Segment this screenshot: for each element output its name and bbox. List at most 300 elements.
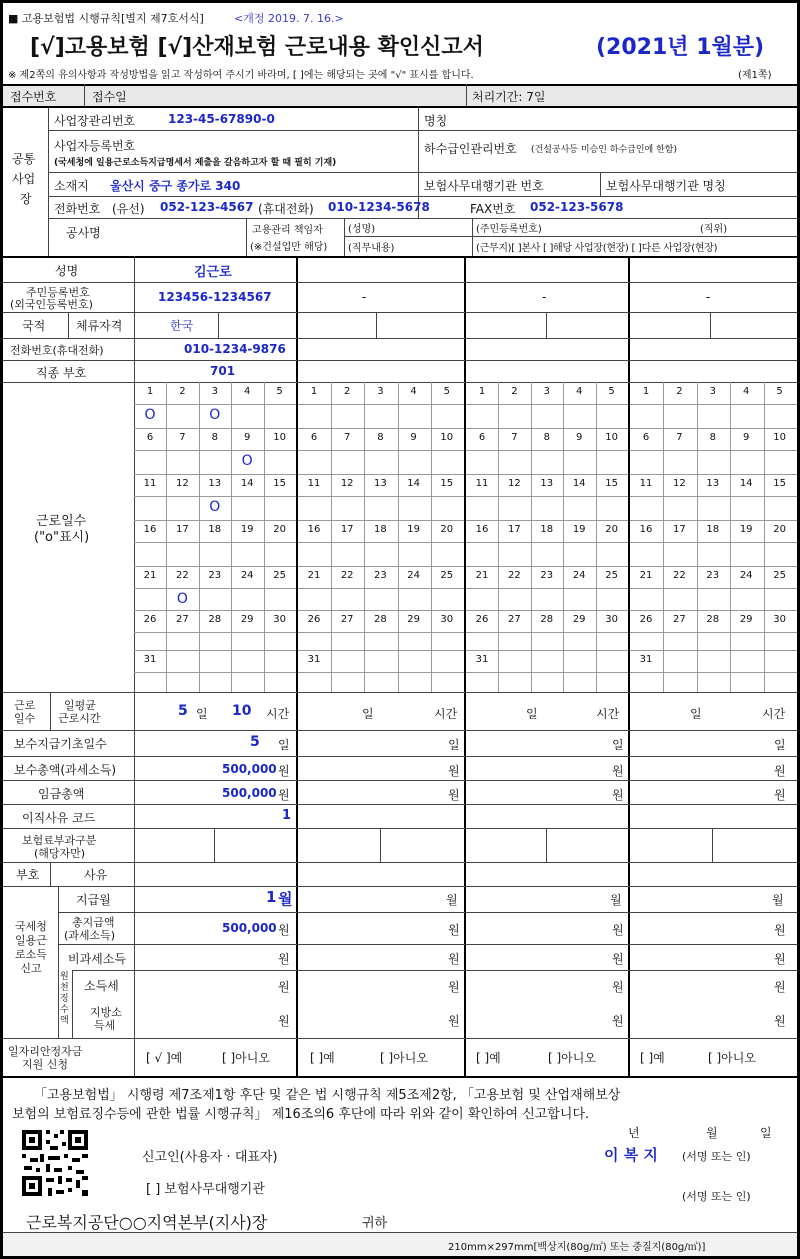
- manager-name-label: (성명): [348, 224, 376, 235]
- manager-workplace-options[interactable]: (근무지)[ ]본사 [ ]해당 사업장(현장) [ ]다른 사업장(현장): [476, 243, 718, 254]
- calendar-day-number: 27: [176, 614, 189, 625]
- tax-section-label: 국세청 일용근로소득 신고: [15, 920, 47, 975]
- calendar-day-number: 26: [475, 614, 489, 625]
- calendar-gridline: [630, 672, 797, 673]
- form-reference: ■ 고용보험법 시행규칙[별지 제7호서식]: [8, 12, 204, 25]
- calendar-day-number: 2: [676, 386, 683, 397]
- worker3-nontax-unit: 원: [612, 952, 624, 966]
- calendar-day-number: 18: [374, 524, 387, 535]
- worker3-stability-no[interactable]: [ ]아니오: [548, 1051, 596, 1065]
- calendar-day-number: 6: [146, 432, 154, 443]
- worker3-wage-total-unit: 원: [612, 788, 624, 802]
- worker1-nontax-unit: 원: [278, 952, 290, 966]
- calendar-day-number: 21: [307, 570, 321, 581]
- calendar-gridline: [264, 382, 265, 692]
- worker4-total-pay-unit: 원: [774, 764, 786, 778]
- calendar-gridline: [431, 382, 432, 692]
- worker3-pay-days-unit: 일: [612, 738, 624, 752]
- worker2-days-unit: 일: [362, 707, 374, 721]
- worker2-stability-no[interactable]: [ ]아니오: [380, 1051, 428, 1065]
- worker1-quit-code[interactable]: 1: [282, 808, 292, 823]
- worker1-pay-month-unit: 월: [278, 890, 293, 908]
- pay-month-label: 지급월: [76, 893, 111, 907]
- calendar-day-number: 19: [240, 524, 254, 535]
- calendar-gridline: [466, 672, 628, 673]
- calendar-day-number: 19: [407, 524, 420, 535]
- worker3-rrn[interactable]: -: [542, 290, 547, 304]
- manager-job-label: (직무내용): [348, 243, 395, 254]
- calendar-day-number: 11: [475, 478, 489, 489]
- worker1-gross-pay[interactable]: 500,000: [222, 921, 277, 935]
- worker4-nontax-unit: 원: [774, 952, 786, 966]
- calendar-gridline: [134, 450, 296, 451]
- worker1-hours[interactable]: 10: [232, 703, 252, 719]
- manager-rrn-label: (주민등록번호): [476, 224, 542, 235]
- worker1-name[interactable]: 김근로: [194, 265, 232, 280]
- top-border: [0, 0, 800, 3]
- calendar-day-number: 9: [244, 432, 251, 443]
- avg-hours-label-2: 근로시간: [58, 712, 101, 725]
- calendar-day-number: 26: [307, 614, 321, 625]
- calendar-day-number: 21: [639, 570, 653, 581]
- calendar-gridline: [663, 382, 664, 692]
- calendar-gridline: [298, 632, 464, 633]
- worked-day-mark[interactable]: O: [209, 499, 221, 515]
- calendar-day-number: 8: [709, 432, 716, 443]
- calendar-gridline: [331, 382, 332, 692]
- calendar-gridline: [466, 650, 628, 651]
- quit-code-label: 이직사유 코드: [22, 811, 96, 825]
- calendar-gridline: [630, 588, 797, 589]
- agency-sign-label: (서명 또는 인): [682, 1190, 751, 1203]
- calendar-gridline: [697, 382, 698, 692]
- agency-checkbox-label[interactable]: [ ] 보험사무대행기관: [146, 1182, 265, 1197]
- calendar-gridline: [466, 566, 628, 567]
- worker1-phone[interactable]: 010-1234-9876: [184, 342, 286, 356]
- calendar-gridline: [498, 382, 499, 692]
- calendar-day-number: 5: [443, 386, 450, 397]
- calendar-day-number: 21: [475, 570, 489, 581]
- calendar-day-number: 27: [340, 614, 354, 625]
- worker3-stability-yes[interactable]: [ ]예: [476, 1051, 501, 1065]
- worker1-stability-yes[interactable]: [ √ ]예: [146, 1051, 183, 1065]
- calendar-day-number: 2: [179, 386, 186, 397]
- calendar-day-number: 23: [706, 570, 720, 581]
- calendar-day-number: 19: [572, 524, 586, 535]
- calendar-day-number: 9: [743, 432, 750, 443]
- worker-foreign-rrn-label: (외국인등록번호): [10, 298, 93, 311]
- calendar-day-number: 21: [143, 570, 157, 581]
- worker2-wage-total-unit: 원: [448, 788, 460, 802]
- calendar-day-number: 18: [540, 524, 554, 535]
- calendar-day-number: 19: [739, 524, 753, 535]
- calendar-day-number: 17: [176, 524, 189, 535]
- calendar-gridline: [630, 520, 797, 521]
- calendar-day-number: 14: [240, 478, 254, 489]
- calendar-gridline: [134, 588, 296, 589]
- calendar-day-number: 15: [273, 478, 286, 489]
- calendar-day-number: 16: [307, 524, 321, 535]
- phone-wired-label: (유선): [112, 202, 145, 216]
- worker4-pay-month-unit: 월: [772, 893, 784, 907]
- calendar-gridline: [298, 610, 464, 611]
- calendar-day-number: 26: [143, 614, 157, 625]
- calendar-day-number: 27: [673, 614, 686, 625]
- avg-hours-label-1: 일평균: [64, 699, 96, 712]
- calendar-day-number: 22: [340, 570, 354, 581]
- calendar-gridline: [298, 566, 464, 567]
- calendar-gridline: [563, 382, 564, 692]
- worker2-local-tax-unit: 원: [448, 1014, 460, 1028]
- reporter-label: 신고인(사용자 · 대표자): [142, 1150, 278, 1165]
- calendar-gridline: [298, 650, 464, 651]
- local-tax-label-1: 지방소: [90, 1006, 122, 1019]
- calendar-day-number: 4: [244, 386, 251, 397]
- calendar-day-number: 10: [440, 432, 454, 443]
- calendar-day-number: 30: [440, 614, 454, 625]
- address-label: 소재지: [54, 179, 89, 193]
- calendar-day-number: 6: [478, 432, 486, 443]
- form-title-period: (2021년 1월분): [596, 35, 765, 60]
- phone-mobile-label: (휴대전화): [258, 202, 314, 216]
- calendar-day-number: 2: [511, 386, 518, 397]
- calendar-gridline: [298, 542, 464, 543]
- company-name-label: 명칭: [424, 114, 448, 128]
- calendar-day-number: 4: [743, 386, 750, 397]
- worker1-days[interactable]: 5: [178, 703, 188, 719]
- stability-label-2: 지원 신청: [22, 1058, 69, 1071]
- calendar-day-number: 8: [543, 432, 550, 443]
- page-number: (제1쪽): [738, 70, 772, 81]
- days-total-label-1: 근로: [14, 699, 36, 712]
- calendar-gridline: [466, 404, 628, 405]
- calendar-day-number: 7: [676, 432, 683, 443]
- calendar-gridline: [134, 632, 296, 633]
- calendar-day-number: 24: [739, 570, 753, 581]
- worker1-pay-days[interactable]: 5: [250, 734, 260, 750]
- biz-reg-label: 사업자등록번호: [54, 139, 136, 153]
- calendar-day-number: 20: [773, 524, 786, 535]
- receipt-date-label: 접수일: [92, 90, 127, 104]
- worker4-pay-days-unit: 일: [774, 738, 786, 752]
- form-title: [√]고용보험 [√]산재보험 근로내용 확인신고서: [30, 35, 484, 60]
- calendar-day-number: 24: [572, 570, 586, 581]
- worker3-pay-month-unit: 월: [610, 893, 622, 907]
- calendar-day-number: 28: [208, 614, 222, 625]
- worker2-pay-month-unit: 월: [446, 893, 458, 907]
- workplace-section-label-1: 공통: [12, 152, 36, 166]
- work-days-note: ("o"표시): [34, 530, 90, 545]
- worker2-total-pay-unit: 원: [448, 764, 460, 778]
- calendar-day-number: 1: [642, 386, 650, 397]
- calendar-day-number: 7: [179, 432, 186, 443]
- calendar-gridline: [134, 672, 296, 673]
- calendar-gridline: [134, 428, 296, 429]
- calendar-day-number: 23: [208, 570, 222, 581]
- calendar-day-number: 3: [709, 386, 716, 397]
- worker1-gross-pay-unit: 원: [278, 923, 290, 937]
- worker1-days-unit: 일: [196, 707, 208, 721]
- worker4-hours-unit: 시간: [762, 707, 786, 721]
- calendar-day-number: 12: [673, 478, 686, 489]
- calendar-gridline: [531, 382, 532, 692]
- calendar-gridline: [630, 404, 797, 405]
- worker1-income-tax-unit: 원: [278, 980, 290, 994]
- worker1-pay-days-unit: 일: [278, 738, 290, 752]
- workplace-section-label-2: 사업: [12, 172, 36, 186]
- calendar-day-number: 2: [344, 386, 351, 397]
- paper-spec: 210mm×297mm[백상지(80g/㎡) 또는 중질지(80g/㎡)]: [448, 1242, 706, 1253]
- calendar-gridline: [398, 382, 399, 692]
- worker3-total-pay-unit: 원: [612, 764, 624, 778]
- calendar-day-number: 7: [344, 432, 351, 443]
- worker2-nontax-unit: 원: [448, 952, 460, 966]
- worker3-days-unit: 일: [526, 707, 538, 721]
- calendar-gridline: [630, 428, 797, 429]
- calendar-day-number: 16: [143, 524, 157, 535]
- calendar-day-number: 6: [310, 432, 318, 443]
- calendar-gridline: [466, 428, 628, 429]
- worker1-total-pay[interactable]: 500,000: [222, 762, 277, 776]
- biz-reg-note: (국세청에 일용근로소득지급명세서 제출을 갈음하고자 할 때 필히 기재): [54, 158, 337, 168]
- calendar-day-number: 24: [407, 570, 420, 581]
- worker1-stability-no[interactable]: [ ]아니오: [222, 1051, 270, 1065]
- revision-date: <개정 2019. 7. 16.>: [234, 12, 344, 25]
- mgmt-number-value[interactable]: 123-45-67890-0: [168, 112, 275, 126]
- worker-phone-label: 전화번호(휴대전화): [10, 344, 104, 357]
- calendar-gridline: [630, 566, 797, 567]
- days-total-label-2: 일수: [14, 712, 36, 725]
- calendar-day-number: 13: [374, 478, 387, 489]
- calendar-day-number: 5: [776, 386, 783, 397]
- calendar-day-number: 16: [475, 524, 489, 535]
- worker2-income-tax-unit: 원: [448, 980, 460, 994]
- calendar-day-number: 4: [576, 386, 583, 397]
- calendar-day-number: 31: [307, 654, 321, 665]
- code-label: 부호: [16, 868, 40, 882]
- worker3-income-tax-unit: 원: [612, 980, 624, 994]
- worked-day-mark[interactable]: O: [209, 407, 221, 423]
- fax-value[interactable]: 052-123-5678: [530, 200, 624, 214]
- calendar-gridline: [134, 650, 296, 651]
- worker1-job-code[interactable]: 701: [210, 364, 236, 378]
- phone-wired-value[interactable]: 052-123-4567: [160, 200, 254, 214]
- reason-label: 사유: [84, 868, 108, 882]
- worker2-stability-yes[interactable]: [ ]예: [310, 1051, 335, 1065]
- agency-number-label: 보험사무대행기관 번호: [424, 179, 544, 193]
- calendar-day-number: 10: [605, 432, 618, 443]
- calendar-gridline: [134, 566, 296, 567]
- calendar-day-number: 11: [143, 478, 157, 489]
- calendar-day-number: 5: [276, 386, 283, 397]
- worked-day-mark[interactable]: O: [241, 453, 253, 469]
- calendar-gridline: [466, 588, 628, 589]
- worker-name-label: 성명: [55, 264, 79, 278]
- calendar-day-number: 23: [540, 570, 554, 581]
- worker1-rrn[interactable]: 123456-1234567: [158, 290, 272, 304]
- worked-day-mark[interactable]: O: [144, 407, 156, 423]
- calendar-gridline: [466, 632, 628, 633]
- calendar-gridline: [298, 588, 464, 589]
- fax-label: FAX번호: [470, 202, 516, 216]
- worker4-rrn[interactable]: -: [706, 290, 711, 304]
- worker4-local-tax-unit: 원: [774, 1014, 786, 1028]
- receipt-number-label: 접수번호: [10, 90, 57, 104]
- calendar-day-number: 13: [208, 478, 222, 489]
- calendar-day-number: 26: [639, 614, 653, 625]
- agency-name-label: 보험사무대행기관 명칭: [606, 179, 726, 193]
- calendar-day-number: 3: [543, 386, 550, 397]
- wage-total-label: 임금총액: [38, 787, 85, 801]
- calendar-gridline: [134, 496, 296, 497]
- gross-pay-label-1: 총지급액: [72, 916, 115, 929]
- calendar-day-number: 30: [273, 614, 286, 625]
- calendar-gridline: [298, 428, 464, 429]
- worker1-wage-total-unit: 원: [278, 788, 290, 802]
- worker4-wage-total-unit: 원: [774, 788, 786, 802]
- calendar-day-number: 13: [706, 478, 720, 489]
- calendar-gridline: [166, 382, 167, 692]
- calendar-gridline: [134, 404, 296, 405]
- calendar-day-number: 25: [273, 570, 286, 581]
- worker1-local-tax-unit: 원: [278, 1014, 290, 1028]
- worker4-days-unit: 일: [690, 707, 702, 721]
- calendar-gridline: [298, 672, 464, 673]
- calendar-day-number: 10: [273, 432, 286, 443]
- sign-month-label: 월: [706, 1126, 718, 1140]
- calendar-gridline: [466, 474, 628, 475]
- calendar-day-number: 7: [511, 432, 518, 443]
- mgmt-number-label: 사업장관리번호: [54, 114, 136, 128]
- calendar-gridline: [630, 542, 797, 543]
- calendar-gridline: [231, 382, 232, 692]
- calendar-day-number: 25: [440, 570, 454, 581]
- project-name-label: 공사명: [66, 226, 101, 240]
- calendar-day-number: 18: [208, 524, 222, 535]
- calendar-day-number: 8: [377, 432, 384, 443]
- calendar-gridline: [134, 474, 296, 475]
- calendar-day-number: 24: [240, 570, 254, 581]
- worker2-rrn[interactable]: -: [362, 290, 367, 304]
- worker2-gross-pay-unit: 원: [448, 923, 460, 937]
- declaration-line-1: 「고용보험법」 시행령 제7조제1항 후단 및 같은 법 시행규칙 제5조제2항, 「고용보험 및 산업재해보상: [34, 1088, 621, 1103]
- work-days-label: 근로일수: [36, 514, 87, 529]
- calendar-gridline: [298, 474, 464, 475]
- worker2-hours-unit: 시간: [434, 707, 458, 721]
- worker1-total-pay-unit: 원: [278, 764, 290, 778]
- calendar-day-number: 28: [540, 614, 554, 625]
- worker1-wage-total[interactable]: 500,000: [222, 786, 277, 800]
- calendar-day-number: 22: [673, 570, 686, 581]
- calendar-gridline: [630, 450, 797, 451]
- worker1-nationality[interactable]: 한국: [170, 319, 194, 333]
- nationality-label: 국적: [22, 319, 46, 333]
- calendar-gridline: [298, 404, 464, 405]
- calendar-day-number: 11: [639, 478, 653, 489]
- reporter-name[interactable]: 이 복 지: [604, 1146, 658, 1164]
- calendar-day-number: 22: [176, 570, 189, 581]
- phone-mobile-value[interactable]: 010-1234-5678: [328, 200, 430, 214]
- calendar-day-number: 9: [410, 432, 417, 443]
- calendar-day-number: 30: [773, 614, 786, 625]
- reporter-sign-label: (서명 또는 인): [682, 1150, 751, 1163]
- calendar-gridline: [298, 520, 464, 521]
- calendar-day-number: 25: [605, 570, 618, 581]
- manager-label: 고용관리 책임자: [252, 225, 323, 236]
- calendar-day-number: 20: [440, 524, 454, 535]
- calendar-day-number: 20: [605, 524, 618, 535]
- calendar-day-number: 20: [273, 524, 286, 535]
- calendar-day-number: 31: [475, 654, 489, 665]
- worker4-stability-no[interactable]: [ ]아니오: [708, 1051, 756, 1065]
- calendar-day-number: 9: [576, 432, 583, 443]
- calendar-gridline: [466, 496, 628, 497]
- premium-class-label-2: (해당자만): [34, 847, 86, 860]
- gross-pay-label-2: (과세소득): [64, 929, 116, 942]
- calendar-gridline: [466, 450, 628, 451]
- worker-rrn-label: 주민등록번호: [26, 286, 90, 299]
- worker1-pay-month[interactable]: 1: [266, 888, 277, 906]
- worker4-income-tax-unit: 원: [774, 980, 786, 994]
- calendar-day-number: 29: [407, 614, 420, 625]
- calendar-day-number: 31: [639, 654, 653, 665]
- calendar-gridline: [630, 650, 797, 651]
- calendar-day-number: 8: [211, 432, 218, 443]
- phone-label: 전화번호: [54, 202, 101, 216]
- calendar-day-number: 4: [410, 386, 417, 397]
- calendar-day-number: 13: [540, 478, 554, 489]
- calendar-day-number: 3: [211, 386, 218, 397]
- sign-year-label: 년: [628, 1126, 640, 1140]
- declaration-line-2: 보험의 보험료징수등에 관한 법률 시행규칙」 제16조의6 후단에 따라 위와 같이 확인하여 신고합니다.: [12, 1107, 590, 1122]
- calendar-day-number: 14: [572, 478, 586, 489]
- processing-period: 처리기간: 7일: [472, 90, 546, 104]
- qr-code-icon: [20, 1128, 90, 1198]
- calendar-day-number: 29: [240, 614, 254, 625]
- calendar-day-number: 1: [146, 386, 154, 397]
- worker4-stability-yes[interactable]: [ ]예: [640, 1051, 665, 1065]
- worked-day-mark[interactable]: O: [176, 591, 188, 607]
- manager-note: (※건설업만 해당): [250, 242, 328, 253]
- calendar-day-number: 15: [440, 478, 454, 489]
- calendar-gridline: [134, 610, 296, 611]
- calendar-day-number: 28: [706, 614, 720, 625]
- total-pay-label: 보수총액(과세소득): [14, 763, 117, 777]
- calendar-gridline: [134, 520, 296, 521]
- worker3-hours-unit: 시간: [596, 707, 620, 721]
- calendar-gridline: [630, 474, 797, 475]
- calendar-gridline: [466, 520, 628, 521]
- calendar-gridline: [298, 450, 464, 451]
- worker1-hours-unit: 시간: [266, 707, 290, 721]
- sign-day-label: 일: [760, 1126, 772, 1140]
- worker2-pay-days-unit: 일: [448, 738, 460, 752]
- income-tax-label: 소득세: [84, 979, 119, 993]
- calendar-day-number: 6: [642, 432, 650, 443]
- calendar-day-number: 22: [508, 570, 521, 581]
- calendar-day-number: 12: [340, 478, 354, 489]
- workplace-section-label-3: 장: [20, 192, 32, 206]
- pay-days-label: 보수지급기초일수: [14, 737, 107, 751]
- calendar-gridline: [466, 610, 628, 611]
- addressee: 근로복지공단○○지역본부(지사)장: [26, 1213, 268, 1232]
- address-value[interactable]: 울산시 중구 종가로 340: [110, 179, 241, 193]
- calendar-day-number: 14: [407, 478, 420, 489]
- worker3-local-tax-unit: 원: [612, 1014, 624, 1028]
- subcontract-label: 하수급인관리번호: [424, 142, 517, 156]
- stability-label-1: 일자리안정자금: [8, 1045, 83, 1058]
- calendar-gridline: [630, 610, 797, 611]
